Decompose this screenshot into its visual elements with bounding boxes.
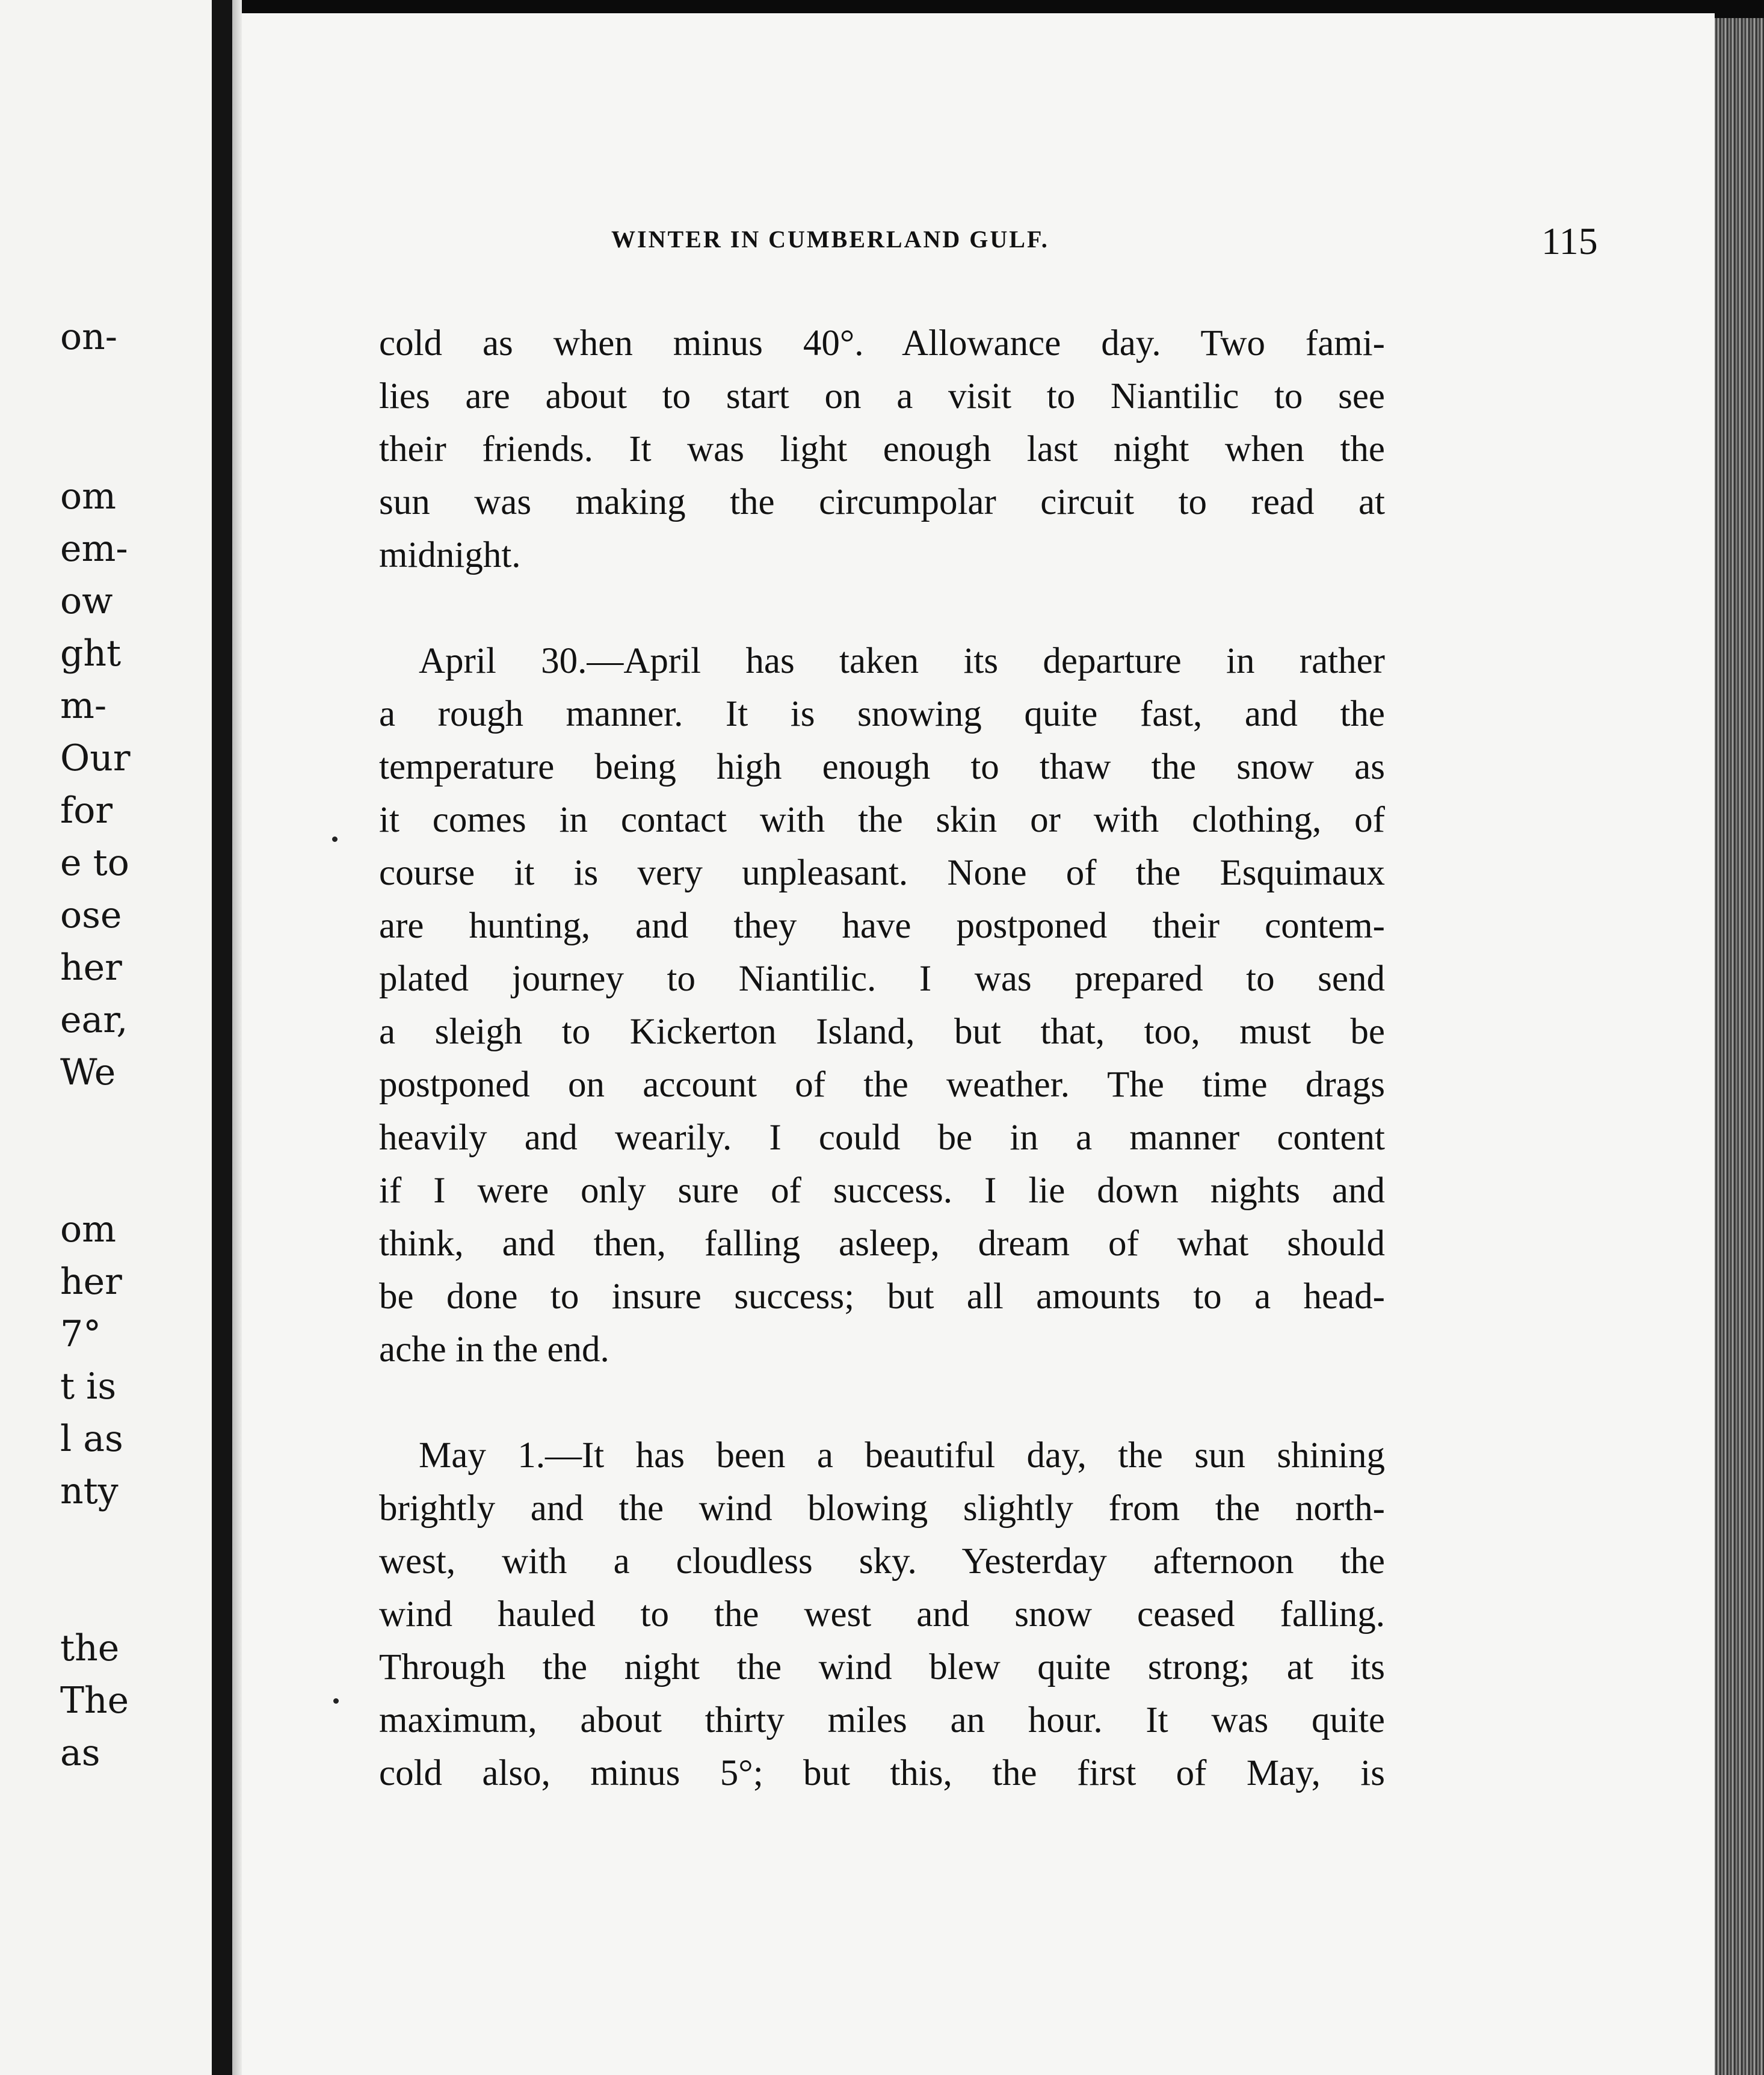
text-line: postponed on account of the weather. The time drags xyxy=(379,1065,1385,1105)
fragment-text: e to xyxy=(60,842,129,884)
text-line: are hunting, and they have postponed their contem- xyxy=(379,906,1385,946)
fragment-text: m- xyxy=(60,685,107,727)
text-line: course it is very unpleasant. None of the Esquimaux xyxy=(379,853,1385,893)
body-text xyxy=(379,317,1385,1800)
text-line: Through the night the wind blew quite strong; at its xyxy=(379,1647,1385,1687)
text-line: west, with a cloudless sky. Yesterday afternoon the xyxy=(379,1541,1385,1582)
text-line: cold as when minus 40°. Allowance day. Two fami- xyxy=(379,323,1385,363)
text-line: if I were only sure of success. I lie down nights and xyxy=(379,1170,1385,1211)
text-line: midnight. xyxy=(379,535,521,575)
fragment-text: em- xyxy=(60,528,128,570)
fragment-text: t is xyxy=(60,1365,117,1408)
text-line: be done to insure success; but all amounts to a head- xyxy=(379,1276,1385,1317)
fragment-text: the xyxy=(60,1627,120,1669)
running-head xyxy=(611,220,1634,262)
fragment-text: The xyxy=(60,1680,129,1722)
text-line: temperature being high enough to thaw the snow as xyxy=(379,747,1385,787)
page-block-edge xyxy=(1715,18,1764,2075)
fragment-text: for xyxy=(60,790,113,832)
scan-speck xyxy=(332,836,338,842)
text-line: wind hauled to the west and snow ceased falling. xyxy=(379,1594,1385,1634)
text-line: maximum, about thirty miles an hour. It was quite xyxy=(379,1700,1385,1740)
paragraph-may-1 xyxy=(379,1429,1385,1800)
fragment-text: on- xyxy=(60,316,118,358)
gutter-shadow xyxy=(232,0,242,2075)
fragment-text: ear, xyxy=(60,999,128,1041)
text-line: a sleigh to Kickerton Island, but that, too, must be xyxy=(379,1012,1385,1052)
fragment-text: 7° xyxy=(60,1313,102,1355)
fragment-text: her xyxy=(60,947,122,989)
text-line: heavily and wearily. I could be in a manner content xyxy=(379,1118,1385,1158)
fragment-text: ose xyxy=(60,894,122,936)
text-line: it comes in contact with the skin or with clothing, of xyxy=(379,800,1385,840)
fragment-text: We xyxy=(60,1051,116,1093)
text-line: brightly and the wind blowing slightly from the north- xyxy=(379,1488,1385,1529)
running-head-title: WINTER IN CUMBERLAND GULF. xyxy=(611,226,1049,253)
fragment-text: om xyxy=(60,1208,117,1251)
page-115 xyxy=(242,13,1715,2075)
paragraph-gap xyxy=(379,582,1385,635)
fragment-text: ght xyxy=(60,632,122,675)
previous-page-fragments xyxy=(0,0,212,2075)
text-line: May 1.—It has been a beautiful day, the sun shining xyxy=(419,1435,1385,1476)
text-line: think, and then, falling asleep, dream of what should xyxy=(379,1223,1385,1264)
paragraph-gap xyxy=(379,1376,1385,1429)
text-line: their friends. It was light enough last night when the xyxy=(379,429,1385,469)
fragment-text: Our xyxy=(60,737,131,779)
page-number: 115 xyxy=(1541,220,1598,262)
fragment-text: om xyxy=(60,475,117,518)
paragraph-april-30 xyxy=(379,635,1385,1376)
text-line: plated journey to Niantilic. I was prepared to send xyxy=(379,959,1385,999)
text-line: ache in the end. xyxy=(379,1329,609,1370)
fragment-text: her xyxy=(60,1261,122,1303)
previous-page-edge xyxy=(0,0,212,2075)
text-line: a rough manner. It is snowing quite fast, and the xyxy=(379,694,1385,734)
fragment-text: ow xyxy=(60,580,113,622)
book-gutter xyxy=(212,0,232,2075)
scan-speck xyxy=(333,1698,339,1704)
text-line: sun was making the circumpolar circuit to read at xyxy=(379,482,1385,522)
fragment-text: nty xyxy=(60,1470,119,1512)
paragraph-continuation xyxy=(379,317,1385,582)
fragment-text: as xyxy=(60,1732,100,1774)
text-line: April 30.—April has taken its departure in rather xyxy=(419,641,1385,681)
text-line: cold also, minus 5°; but this, the first of May, is xyxy=(379,1753,1385,1793)
fragment-text: l as xyxy=(60,1418,123,1460)
text-line: lies are about to start on a visit to Niantilic to see xyxy=(379,376,1385,416)
